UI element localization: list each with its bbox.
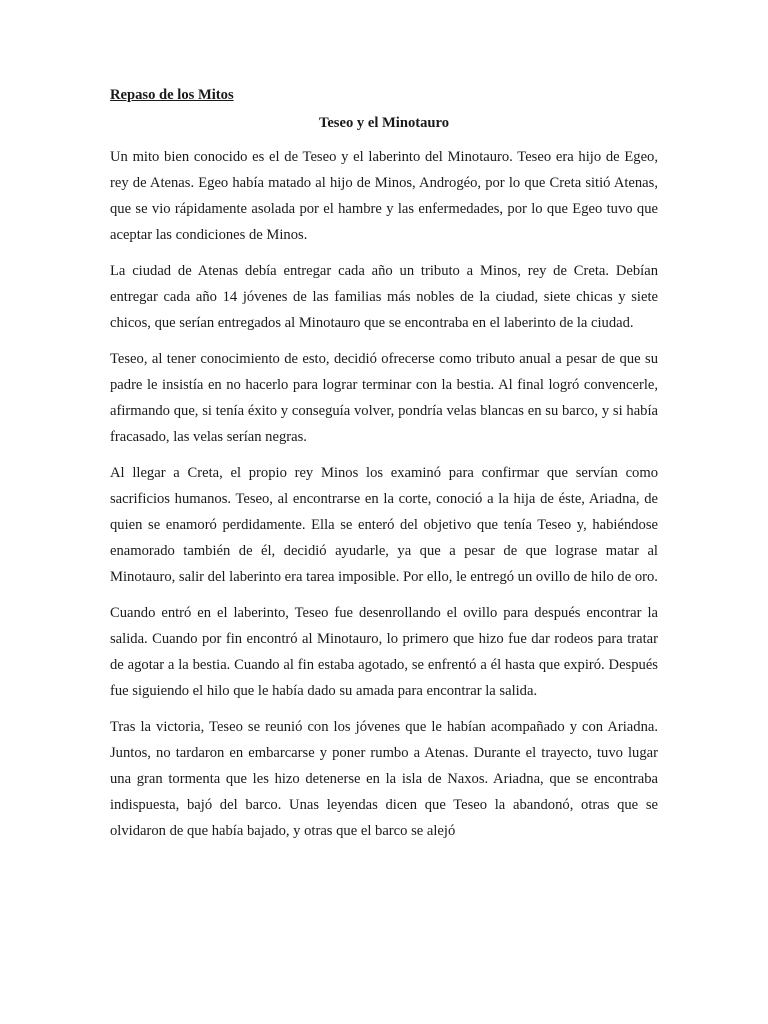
paragraph-3: Teseo, al tener conocimiento de esto, decidió ofrecerse como tributo anual a pesar de que su padre le insistía en no hacerlo para lograr terminar con la bestia. Al final logró convencerle, afirmando que, si tenía éxito y conseguía volver, pondría velas blancas en su barco, y si había fracasado, las velas serían negras.	[110, 351, 658, 445]
paragraph-4: Al llegar a Creta, el propio rey Minos los examinó para confirmar que servían como sacrificios humanos. Teseo, al encontrarse en la corte, conoció a la hija de éste, Ariadna, de quien se enamoró perdidamente. Ella se enteró del objetivo que tenía Teseo y, habiéndose enamorado también de él, decidió ayudarle, ya que a pesar de que lograse matar al Minotauro, salir del laberinto era tarea imposible. Por ello, le entregó un ovillo de hilo de oro.	[110, 465, 658, 585]
section-heading: Repaso de los Mitos	[110, 87, 234, 103]
document-title: Teseo y el Minotauro	[318, 115, 450, 131]
paragraph-1: Un mito bien conocido es el de Teseo y el laberinto del Minotauro. Teseo era hijo de Egeo, rey de Atenas. Egeo había matado al hijo de Minos, Androgéo, por lo que Creta sitió Atenas, que se vio rápidamente asolada por el hambre y las enfermedades, por lo que Egeo tuvo que aceptar las condiciones de Minos.	[110, 149, 658, 243]
paragraph-2: La ciudad de Atenas debía entregar cada año un tributo a Minos, rey de Creta. Debían entregar cada año 14 jóvenes de las familias más nobles de la ciudad, siete chicas y siete chicos, que serían entregados al Minotauro que se encontraba en el laberinto de la ciudad.	[110, 263, 658, 331]
paragraph-5: Cuando entró en el laberinto, Teseo fue desenrollando el ovillo para después encontrar la salida. Cuando por fin encontró al Minotauro, lo primero que hizo fue dar rodeos para tratar de agotar a la bestia. Cuando al fin estaba agotado, se enfrentó a él hasta que expiró. Después fue siguiendo el hilo que le había dado su amada para encontrar la salida.	[110, 605, 658, 699]
paragraph-6: Tras la victoria, Teseo se reunió con los jóvenes que le habían acompañado y con Ariadna. Juntos, no tardaron en embarcarse y poner rumbo a Atenas. Durante el trayecto, tuvo lugar una gran tormenta que les hizo detenerse en la isla de Naxos. Ariadna, que se encontraba indispuesta, bajó del barco. Unas leyendas dicen que Teseo la abandonó, otras que se olvidaron de que había bajado, y otras que el barco se alejó	[110, 719, 658, 839]
document-body	[110, 84, 658, 844]
